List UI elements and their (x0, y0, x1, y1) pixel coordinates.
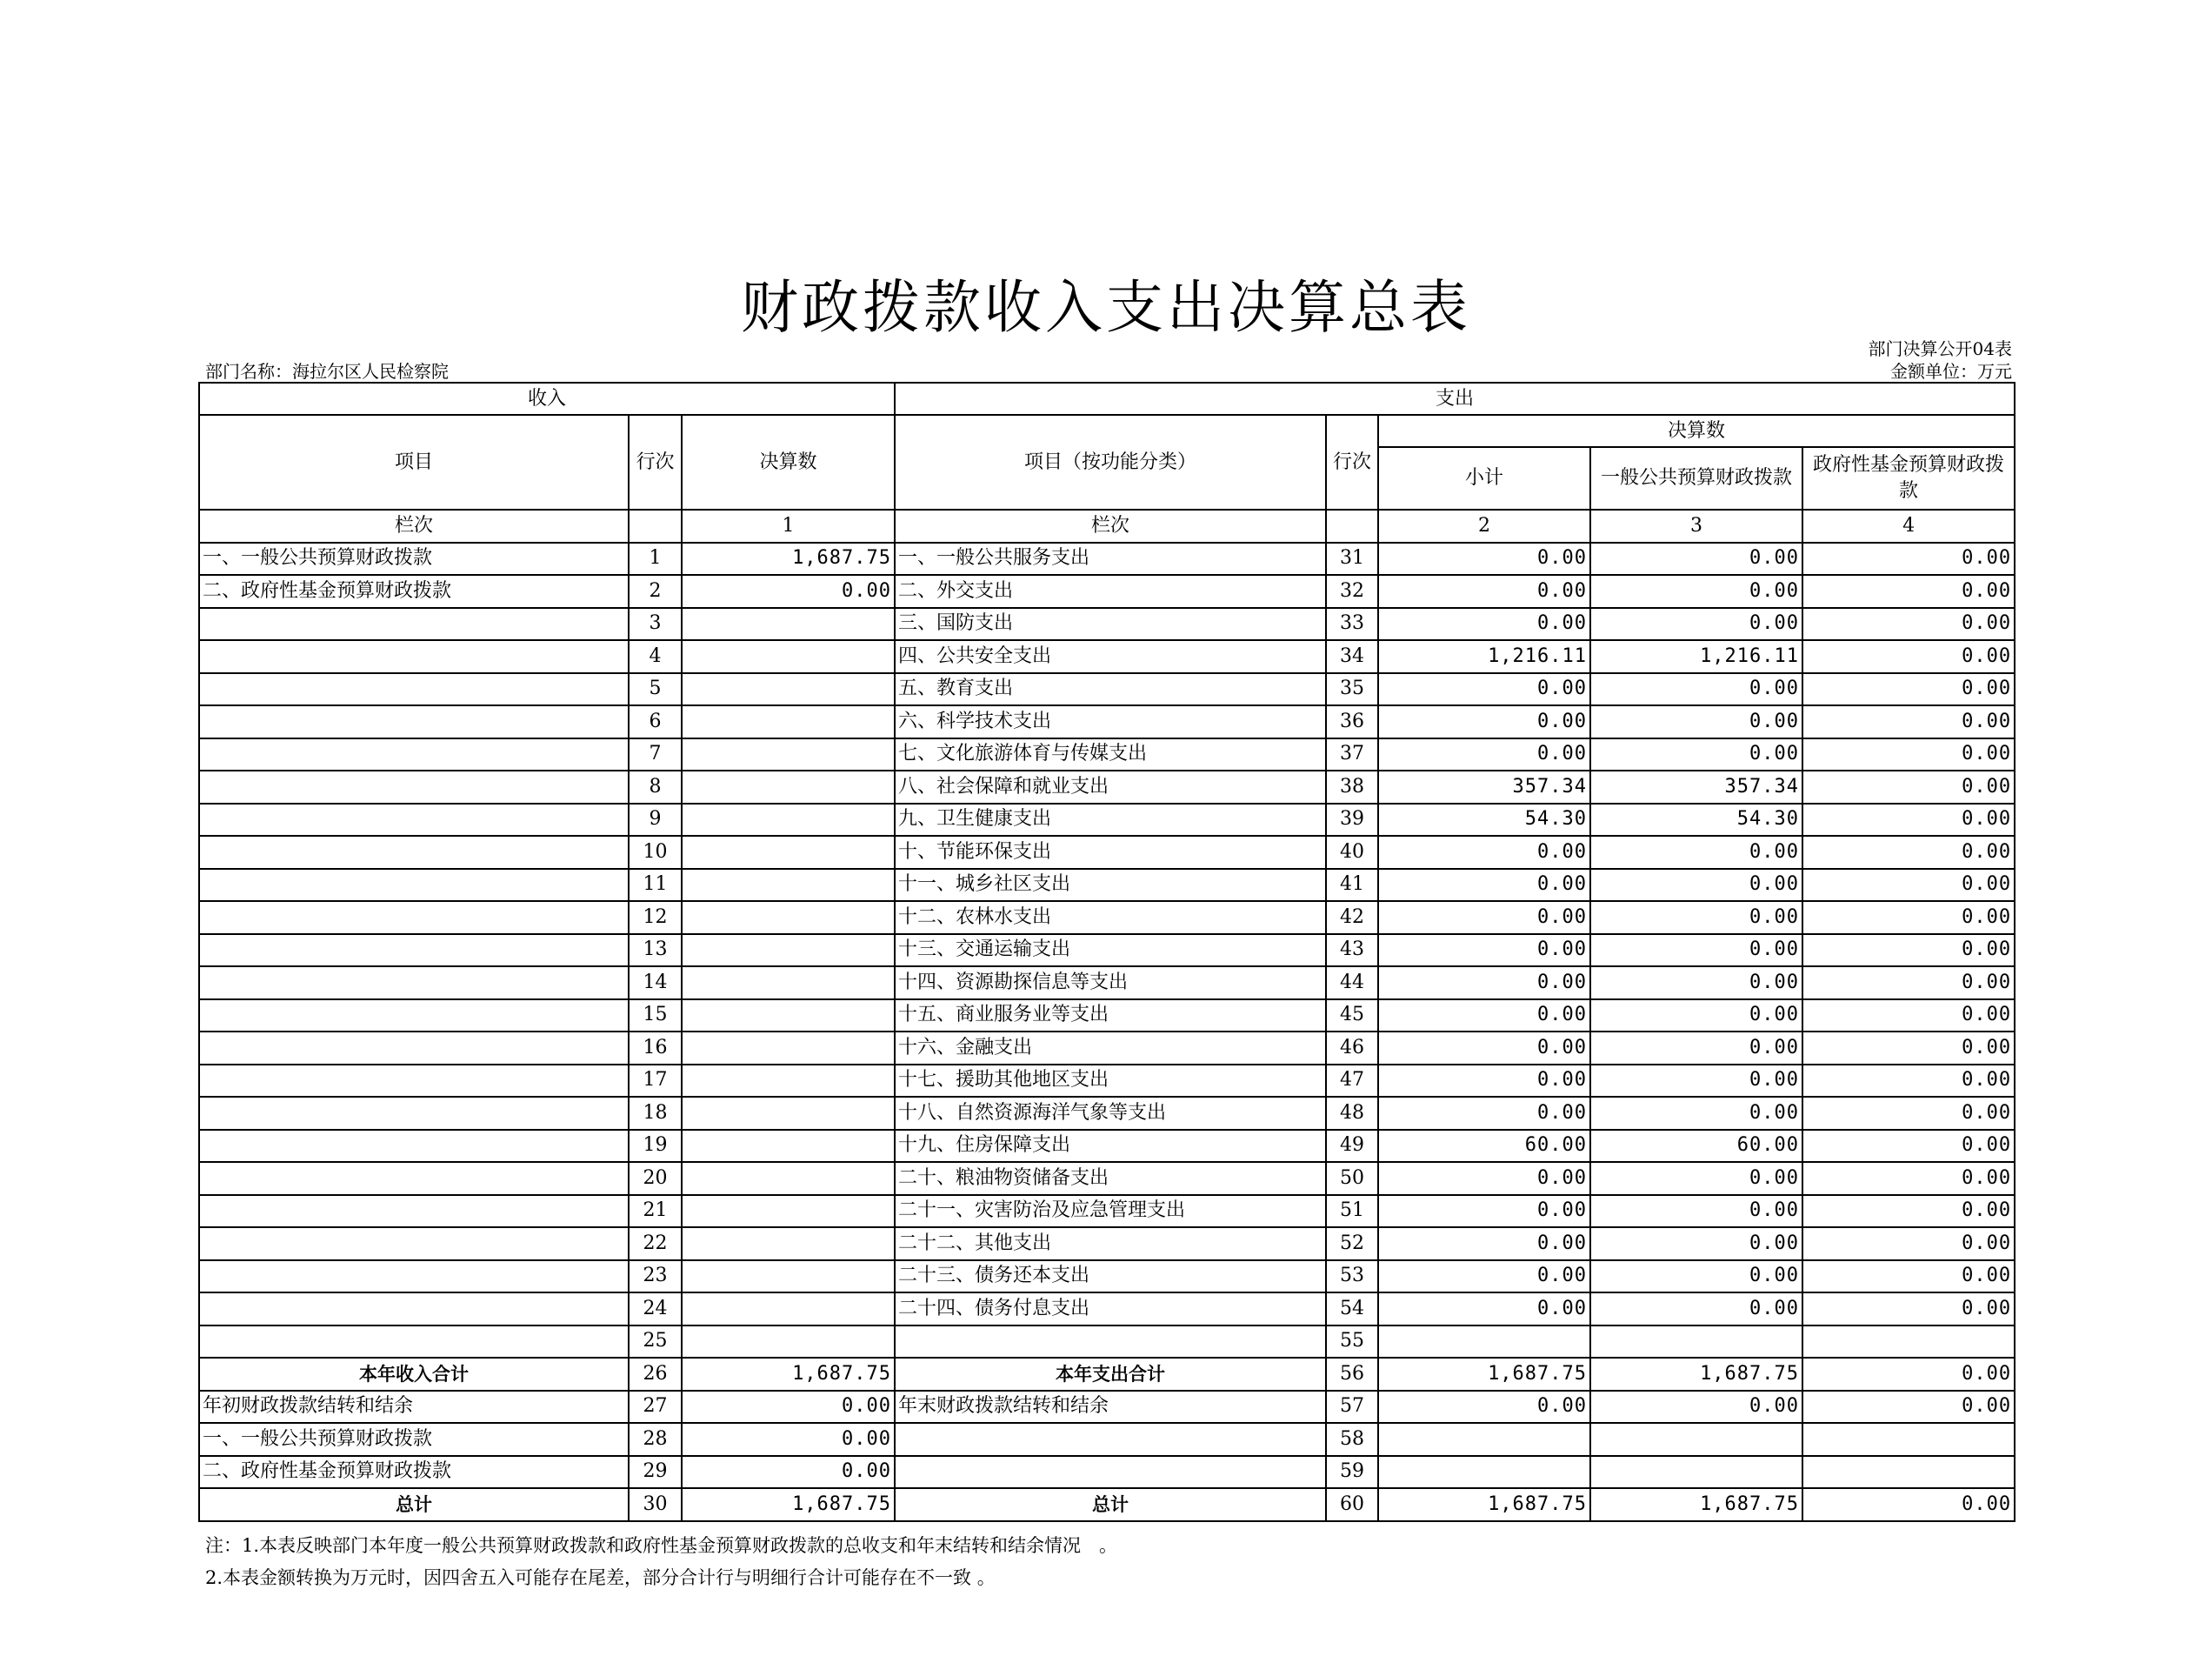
expense-subtotal: 0.00 (1378, 1162, 1590, 1195)
income-row-no: 11 (629, 869, 682, 902)
expense-gov-fund: 0.00 (1802, 1391, 2015, 1424)
income-item: 一、一般公共预算财政拨款 (199, 1423, 629, 1456)
expense-item: 总计 (895, 1488, 1326, 1521)
col-2: 2 (1378, 510, 1590, 543)
table-row (199, 1227, 2015, 1260)
expense-gov-fund (1802, 1325, 2015, 1359)
expense-gov-fund: 0.00 (1802, 901, 2015, 934)
expense-gov-fund: 0.00 (1802, 673, 2015, 706)
header-final-amount: 决算数 (682, 415, 895, 510)
expense-general-budget: 1,216.11 (1590, 640, 1802, 673)
income-item (199, 1130, 629, 1163)
income-row-no: 6 (629, 705, 682, 738)
expense-row-no: 40 (1326, 836, 1378, 869)
expense-item: 十七、援助其他地区支出 (895, 1065, 1326, 1098)
expense-general-budget: 0.00 (1590, 673, 1802, 706)
table-row (199, 1097, 2015, 1130)
expense-row-no: 31 (1326, 543, 1378, 576)
header-item-by-function: 项目（按功能分类） (895, 415, 1326, 510)
table-row (199, 575, 2015, 608)
expense-general-budget: 60.00 (1590, 1130, 1802, 1163)
expense-item: 十八、自然资源海洋气象等支出 (895, 1097, 1326, 1130)
income-row-no: 14 (629, 966, 682, 999)
expense-row-no: 49 (1326, 1130, 1378, 1163)
expense-item: 年末财政拨款结转和结余 (895, 1391, 1326, 1424)
table-row (199, 1195, 2015, 1228)
expense-item: 七、文化旅游体育与传媒支出 (895, 738, 1326, 771)
income-amount (682, 1260, 895, 1293)
expense-row-no: 38 (1326, 771, 1378, 804)
table-row (199, 804, 2015, 837)
expense-subtotal: 0.00 (1378, 1065, 1590, 1098)
expense-subtotal (1378, 1456, 1590, 1489)
expense-item: 八、社会保障和就业支出 (895, 771, 1326, 804)
expense-item (895, 1423, 1326, 1456)
expense-gov-fund: 0.00 (1802, 804, 2015, 837)
income-item (199, 673, 629, 706)
income-amount (682, 1227, 895, 1260)
expense-gov-fund: 0.00 (1802, 1097, 2015, 1130)
income-row-no: 25 (629, 1325, 682, 1359)
expense-row-no: 42 (1326, 901, 1378, 934)
expense-subtotal: 0.00 (1378, 869, 1590, 902)
expense-gov-fund: 0.00 (1802, 705, 2015, 738)
income-item (199, 705, 629, 738)
table-row (199, 771, 2015, 804)
expense-row-no: 36 (1326, 705, 1378, 738)
expense-item: 十一、城乡社区支出 (895, 869, 1326, 902)
income-amount (682, 1097, 895, 1130)
expense-general-budget: 1,687.75 (1590, 1488, 1802, 1521)
expense-gov-fund: 0.00 (1802, 640, 2015, 673)
income-amount (682, 1130, 895, 1163)
header-gov-fund: 政府性基金预算财政拨款 (1802, 447, 2015, 510)
expense-general-budget: 0.00 (1590, 1292, 1802, 1325)
income-row-no: 5 (629, 673, 682, 706)
expense-general-budget: 1,687.75 (1590, 1358, 1802, 1391)
income-item: 总计 (199, 1488, 629, 1521)
income-amount (682, 999, 895, 1032)
header-general-budget: 一般公共预算财政拨款 (1590, 447, 1802, 510)
table-row (199, 705, 2015, 738)
income-item (199, 869, 629, 902)
expense-row-no: 47 (1326, 1065, 1378, 1098)
col-label-2: 栏次 (895, 510, 1326, 543)
expense-row-no: 60 (1326, 1488, 1378, 1521)
income-amount (682, 673, 895, 706)
table-row (199, 869, 2015, 902)
expense-row-no: 58 (1326, 1423, 1378, 1456)
header-row-no: 行次 (629, 415, 682, 510)
header-income: 收入 (199, 383, 895, 415)
expense-item: 十、节能环保支出 (895, 836, 1326, 869)
table-row (199, 1162, 2015, 1195)
table-row (199, 836, 2015, 869)
income-item (199, 608, 629, 641)
expense-item (895, 1325, 1326, 1359)
expense-gov-fund: 0.00 (1802, 1292, 2015, 1325)
expense-subtotal: 0.00 (1378, 673, 1590, 706)
income-row-no: 10 (629, 836, 682, 869)
expense-subtotal: 0.00 (1378, 999, 1590, 1032)
expense-subtotal: 0.00 (1378, 608, 1590, 641)
expense-general-budget (1590, 1325, 1802, 1359)
income-item (199, 1325, 629, 1359)
table-row (199, 1456, 2015, 1489)
table-row (199, 1488, 2015, 1521)
expense-general-budget (1590, 1423, 1802, 1456)
expense-general-budget: 0.00 (1590, 608, 1802, 641)
expense-subtotal: 54.30 (1378, 804, 1590, 837)
expense-gov-fund: 0.00 (1802, 934, 2015, 967)
income-amount (682, 608, 895, 641)
expense-row-no: 41 (1326, 869, 1378, 902)
income-row-no: 23 (629, 1260, 682, 1293)
expense-item: 五、教育支出 (895, 673, 1326, 706)
income-row-no: 19 (629, 1130, 682, 1163)
expense-item: 二十四、债务付息支出 (895, 1292, 1326, 1325)
income-item (199, 771, 629, 804)
table-row (199, 1358, 2015, 1391)
expense-general-budget: 0.00 (1590, 1097, 1802, 1130)
expense-general-budget: 0.00 (1590, 543, 1802, 576)
expense-subtotal: 0.00 (1378, 1391, 1590, 1424)
expense-subtotal: 0.00 (1378, 836, 1590, 869)
income-amount (682, 1032, 895, 1065)
expense-gov-fund: 0.00 (1802, 1358, 2015, 1391)
expense-item: 二十、粮油物资储备支出 (895, 1162, 1326, 1195)
amount-unit: 金额单位：万元 (1890, 361, 2012, 382)
table-row (199, 1130, 2015, 1163)
income-row-no: 30 (629, 1488, 682, 1521)
expense-gov-fund: 0.00 (1802, 543, 2015, 576)
expense-subtotal: 0.00 (1378, 1292, 1590, 1325)
table-row (199, 1292, 2015, 1325)
footnote-1: 注：1.本表反映部门本年度一般公共预算财政拨款和政府性基金预算财政拨款的总收支和年末结转和结余情况 。 (205, 1535, 1118, 1556)
income-item (199, 966, 629, 999)
table-row (199, 1032, 2015, 1065)
income-row-no: 24 (629, 1292, 682, 1325)
expense-row-no: 59 (1326, 1456, 1378, 1489)
income-item (199, 804, 629, 837)
expense-general-budget: 0.00 (1590, 1162, 1802, 1195)
table-row (199, 1065, 2015, 1098)
income-item (199, 738, 629, 771)
expense-gov-fund: 0.00 (1802, 1488, 2015, 1521)
expense-row-no: 52 (1326, 1227, 1378, 1260)
income-row-no: 7 (629, 738, 682, 771)
expense-general-budget: 0.00 (1590, 1065, 1802, 1098)
income-item (199, 1292, 629, 1325)
income-amount (682, 901, 895, 934)
expense-row-no: 55 (1326, 1325, 1378, 1359)
expense-gov-fund: 0.00 (1802, 999, 2015, 1032)
expense-row-no: 56 (1326, 1358, 1378, 1391)
expense-general-budget (1590, 1456, 1802, 1489)
income-amount (682, 771, 895, 804)
expense-row-no: 57 (1326, 1391, 1378, 1424)
income-row-no: 1 (629, 543, 682, 576)
expense-general-budget: 0.00 (1590, 999, 1802, 1032)
income-row-no: 20 (629, 1162, 682, 1195)
income-item (199, 1260, 629, 1293)
income-item (199, 1097, 629, 1130)
expense-subtotal: 357.34 (1378, 771, 1590, 804)
header-item: 项目 (199, 415, 629, 510)
expense-item: 十九、住房保障支出 (895, 1130, 1326, 1163)
table-row (199, 1391, 2015, 1424)
income-amount: 1,687.75 (682, 1488, 895, 1521)
income-amount (682, 738, 895, 771)
expense-subtotal: 0.00 (1378, 1227, 1590, 1260)
expense-item: 十三、交通运输支出 (895, 934, 1326, 967)
expense-gov-fund: 0.00 (1802, 1065, 2015, 1098)
income-row-no: 2 (629, 575, 682, 608)
table-row (199, 934, 2015, 967)
expense-item: 六、科学技术支出 (895, 705, 1326, 738)
budget-table (198, 382, 2015, 1522)
income-item: 二、政府性基金预算财政拨款 (199, 575, 629, 608)
expense-subtotal: 1,216.11 (1378, 640, 1590, 673)
expense-item (895, 1456, 1326, 1489)
expense-gov-fund: 0.00 (1802, 836, 2015, 869)
income-amount (682, 804, 895, 837)
income-amount: 0.00 (682, 1456, 895, 1489)
expense-gov-fund (1802, 1423, 2015, 1456)
expense-subtotal: 0.00 (1378, 543, 1590, 576)
expense-general-budget: 0.00 (1590, 869, 1802, 902)
expense-subtotal: 0.00 (1378, 966, 1590, 999)
income-amount (682, 1325, 895, 1359)
expense-general-budget: 0.00 (1590, 738, 1802, 771)
expense-item: 十六、金融支出 (895, 1032, 1326, 1065)
income-row-no: 21 (629, 1195, 682, 1228)
header-expense: 支出 (895, 383, 2015, 415)
expense-row-no: 32 (1326, 575, 1378, 608)
table-row (199, 640, 2015, 673)
expense-subtotal: 1,687.75 (1378, 1488, 1590, 1521)
expense-row-no: 45 (1326, 999, 1378, 1032)
expense-general-budget: 357.34 (1590, 771, 1802, 804)
income-amount (682, 705, 895, 738)
expense-subtotal: 0.00 (1378, 1032, 1590, 1065)
expense-general-budget: 0.00 (1590, 1032, 1802, 1065)
income-row-no: 4 (629, 640, 682, 673)
expense-subtotal: 0.00 (1378, 901, 1590, 934)
income-item: 年初财政拨款结转和结余 (199, 1391, 629, 1424)
expense-general-budget: 0.00 (1590, 1391, 1802, 1424)
expense-subtotal: 0.00 (1378, 934, 1590, 967)
expense-gov-fund: 0.00 (1802, 1227, 2015, 1260)
income-amount (682, 1292, 895, 1325)
income-amount: 0.00 (682, 575, 895, 608)
expense-row-no: 39 (1326, 804, 1378, 837)
income-item (199, 836, 629, 869)
income-amount (682, 934, 895, 967)
income-item: 本年收入合计 (199, 1358, 629, 1391)
expense-item: 三、国防支出 (895, 608, 1326, 641)
expense-general-budget: 0.00 (1590, 1260, 1802, 1293)
expense-gov-fund: 0.00 (1802, 738, 2015, 771)
expense-row-no: 43 (1326, 934, 1378, 967)
expense-subtotal: 0.00 (1378, 575, 1590, 608)
income-amount: 0.00 (682, 1391, 895, 1424)
expense-item: 十五、商业服务业等支出 (895, 999, 1326, 1032)
expense-general-budget: 0.00 (1590, 934, 1802, 967)
table-row (199, 966, 2015, 999)
income-item (199, 999, 629, 1032)
expense-gov-fund: 0.00 (1802, 1195, 2015, 1228)
income-row-no: 13 (629, 934, 682, 967)
expense-general-budget: 0.00 (1590, 836, 1802, 869)
expense-subtotal: 1,687.75 (1378, 1358, 1590, 1391)
income-row-no: 26 (629, 1358, 682, 1391)
table-row (199, 999, 2015, 1032)
income-row-no: 15 (629, 999, 682, 1032)
expense-row-no: 48 (1326, 1097, 1378, 1130)
income-item (199, 1195, 629, 1228)
expense-row-no: 54 (1326, 1292, 1378, 1325)
table-row (199, 1325, 2015, 1359)
expense-row-no: 50 (1326, 1162, 1378, 1195)
expense-gov-fund: 0.00 (1802, 966, 2015, 999)
department-name: 部门名称：海拉尔区人民检察院 (205, 361, 449, 382)
form-number: 部门决算公开04表 (1868, 338, 2012, 359)
income-amount (682, 836, 895, 869)
expense-subtotal: 60.00 (1378, 1130, 1590, 1163)
expense-gov-fund: 0.00 (1802, 608, 2015, 641)
table-row (199, 1423, 2015, 1456)
expense-item: 二十一、灾害防治及应急管理支出 (895, 1195, 1326, 1228)
page-title: 财政拨款收入支出决算总表 (741, 274, 1471, 341)
expense-row-no: 53 (1326, 1260, 1378, 1293)
income-amount (682, 640, 895, 673)
expense-row-no: 33 (1326, 608, 1378, 641)
expense-subtotal (1378, 1325, 1590, 1359)
income-item (199, 1065, 629, 1098)
expense-general-budget: 0.00 (1590, 1227, 1802, 1260)
table-row (199, 1260, 2015, 1293)
expense-gov-fund: 0.00 (1802, 1162, 2015, 1195)
expense-subtotal: 0.00 (1378, 705, 1590, 738)
income-amount: 1,687.75 (682, 543, 895, 576)
income-item: 二、政府性基金预算财政拨款 (199, 1456, 629, 1489)
income-item (199, 901, 629, 934)
expense-item: 二十二、其他支出 (895, 1227, 1326, 1260)
income-amount (682, 1162, 895, 1195)
col-label: 栏次 (199, 510, 629, 543)
expense-general-budget: 0.00 (1590, 966, 1802, 999)
expense-subtotal (1378, 1423, 1590, 1456)
expense-item: 本年支出合计 (895, 1358, 1326, 1391)
income-row-no: 12 (629, 901, 682, 934)
col-1: 1 (682, 510, 895, 543)
income-row-no: 3 (629, 608, 682, 641)
table-row (199, 738, 2015, 771)
expense-item: 一、一般公共服务支出 (895, 543, 1326, 576)
expense-item: 十四、资源勘探信息等支出 (895, 966, 1326, 999)
table-row (199, 673, 2015, 706)
income-amount (682, 1195, 895, 1228)
expense-item: 十二、农林水支出 (895, 901, 1326, 934)
income-row-no: 18 (629, 1097, 682, 1130)
expense-row-no: 35 (1326, 673, 1378, 706)
header-subtotal: 小计 (1378, 447, 1590, 510)
expense-item: 四、公共安全支出 (895, 640, 1326, 673)
expense-general-budget: 54.30 (1590, 804, 1802, 837)
expense-item: 九、卫生健康支出 (895, 804, 1326, 837)
expense-gov-fund: 0.00 (1802, 575, 2015, 608)
expense-subtotal: 0.00 (1378, 1097, 1590, 1130)
income-item (199, 934, 629, 967)
income-row-no: 22 (629, 1227, 682, 1260)
expense-subtotal: 0.00 (1378, 1195, 1590, 1228)
table-row (199, 543, 2015, 576)
income-row-no: 29 (629, 1456, 682, 1489)
income-row-no: 27 (629, 1391, 682, 1424)
income-item (199, 1227, 629, 1260)
table-row (199, 901, 2015, 934)
expense-gov-fund: 0.00 (1802, 869, 2015, 902)
income-item (199, 640, 629, 673)
income-row-no: 8 (629, 771, 682, 804)
expense-row-no: 51 (1326, 1195, 1378, 1228)
income-amount (682, 966, 895, 999)
col-3: 3 (1590, 510, 1802, 543)
income-item (199, 1162, 629, 1195)
expense-general-budget: 0.00 (1590, 1195, 1802, 1228)
expense-item: 二、外交支出 (895, 575, 1326, 608)
expense-gov-fund: 0.00 (1802, 1032, 2015, 1065)
income-amount (682, 1065, 895, 1098)
income-item: 一、一般公共预算财政拨款 (199, 543, 629, 576)
income-row-no: 9 (629, 804, 682, 837)
expense-row-no: 37 (1326, 738, 1378, 771)
expense-row-no: 34 (1326, 640, 1378, 673)
expense-general-budget: 0.00 (1590, 705, 1802, 738)
footnote-2: 2.本表金额转换为万元时，因四舍五入可能存在尾差，部分合计行与明细行合计可能存在不一致 。 (205, 1567, 996, 1588)
expense-subtotal: 0.00 (1378, 738, 1590, 771)
expense-gov-fund: 0.00 (1802, 771, 2015, 804)
expense-gov-fund: 0.00 (1802, 1260, 2015, 1293)
header-row-no-2: 行次 (1326, 415, 1378, 510)
col-blank-2 (1326, 510, 1378, 543)
col-blank (629, 510, 682, 543)
table-row (199, 608, 2015, 641)
income-row-no: 17 (629, 1065, 682, 1098)
expense-row-no: 46 (1326, 1032, 1378, 1065)
expense-subtotal: 0.00 (1378, 1260, 1590, 1293)
income-amount: 1,687.75 (682, 1358, 895, 1391)
income-amount (682, 869, 895, 902)
expense-general-budget: 0.00 (1590, 575, 1802, 608)
expense-gov-fund (1802, 1456, 2015, 1489)
expense-gov-fund: 0.00 (1802, 1130, 2015, 1163)
income-item (199, 1032, 629, 1065)
income-amount: 0.00 (682, 1423, 895, 1456)
col-4: 4 (1802, 510, 2015, 543)
expense-general-budget: 0.00 (1590, 901, 1802, 934)
income-row-no: 28 (629, 1423, 682, 1456)
income-row-no: 16 (629, 1032, 682, 1065)
expense-item: 二十三、债务还本支出 (895, 1260, 1326, 1293)
header-final-amount-2: 决算数 (1378, 415, 2015, 447)
expense-row-no: 44 (1326, 966, 1378, 999)
